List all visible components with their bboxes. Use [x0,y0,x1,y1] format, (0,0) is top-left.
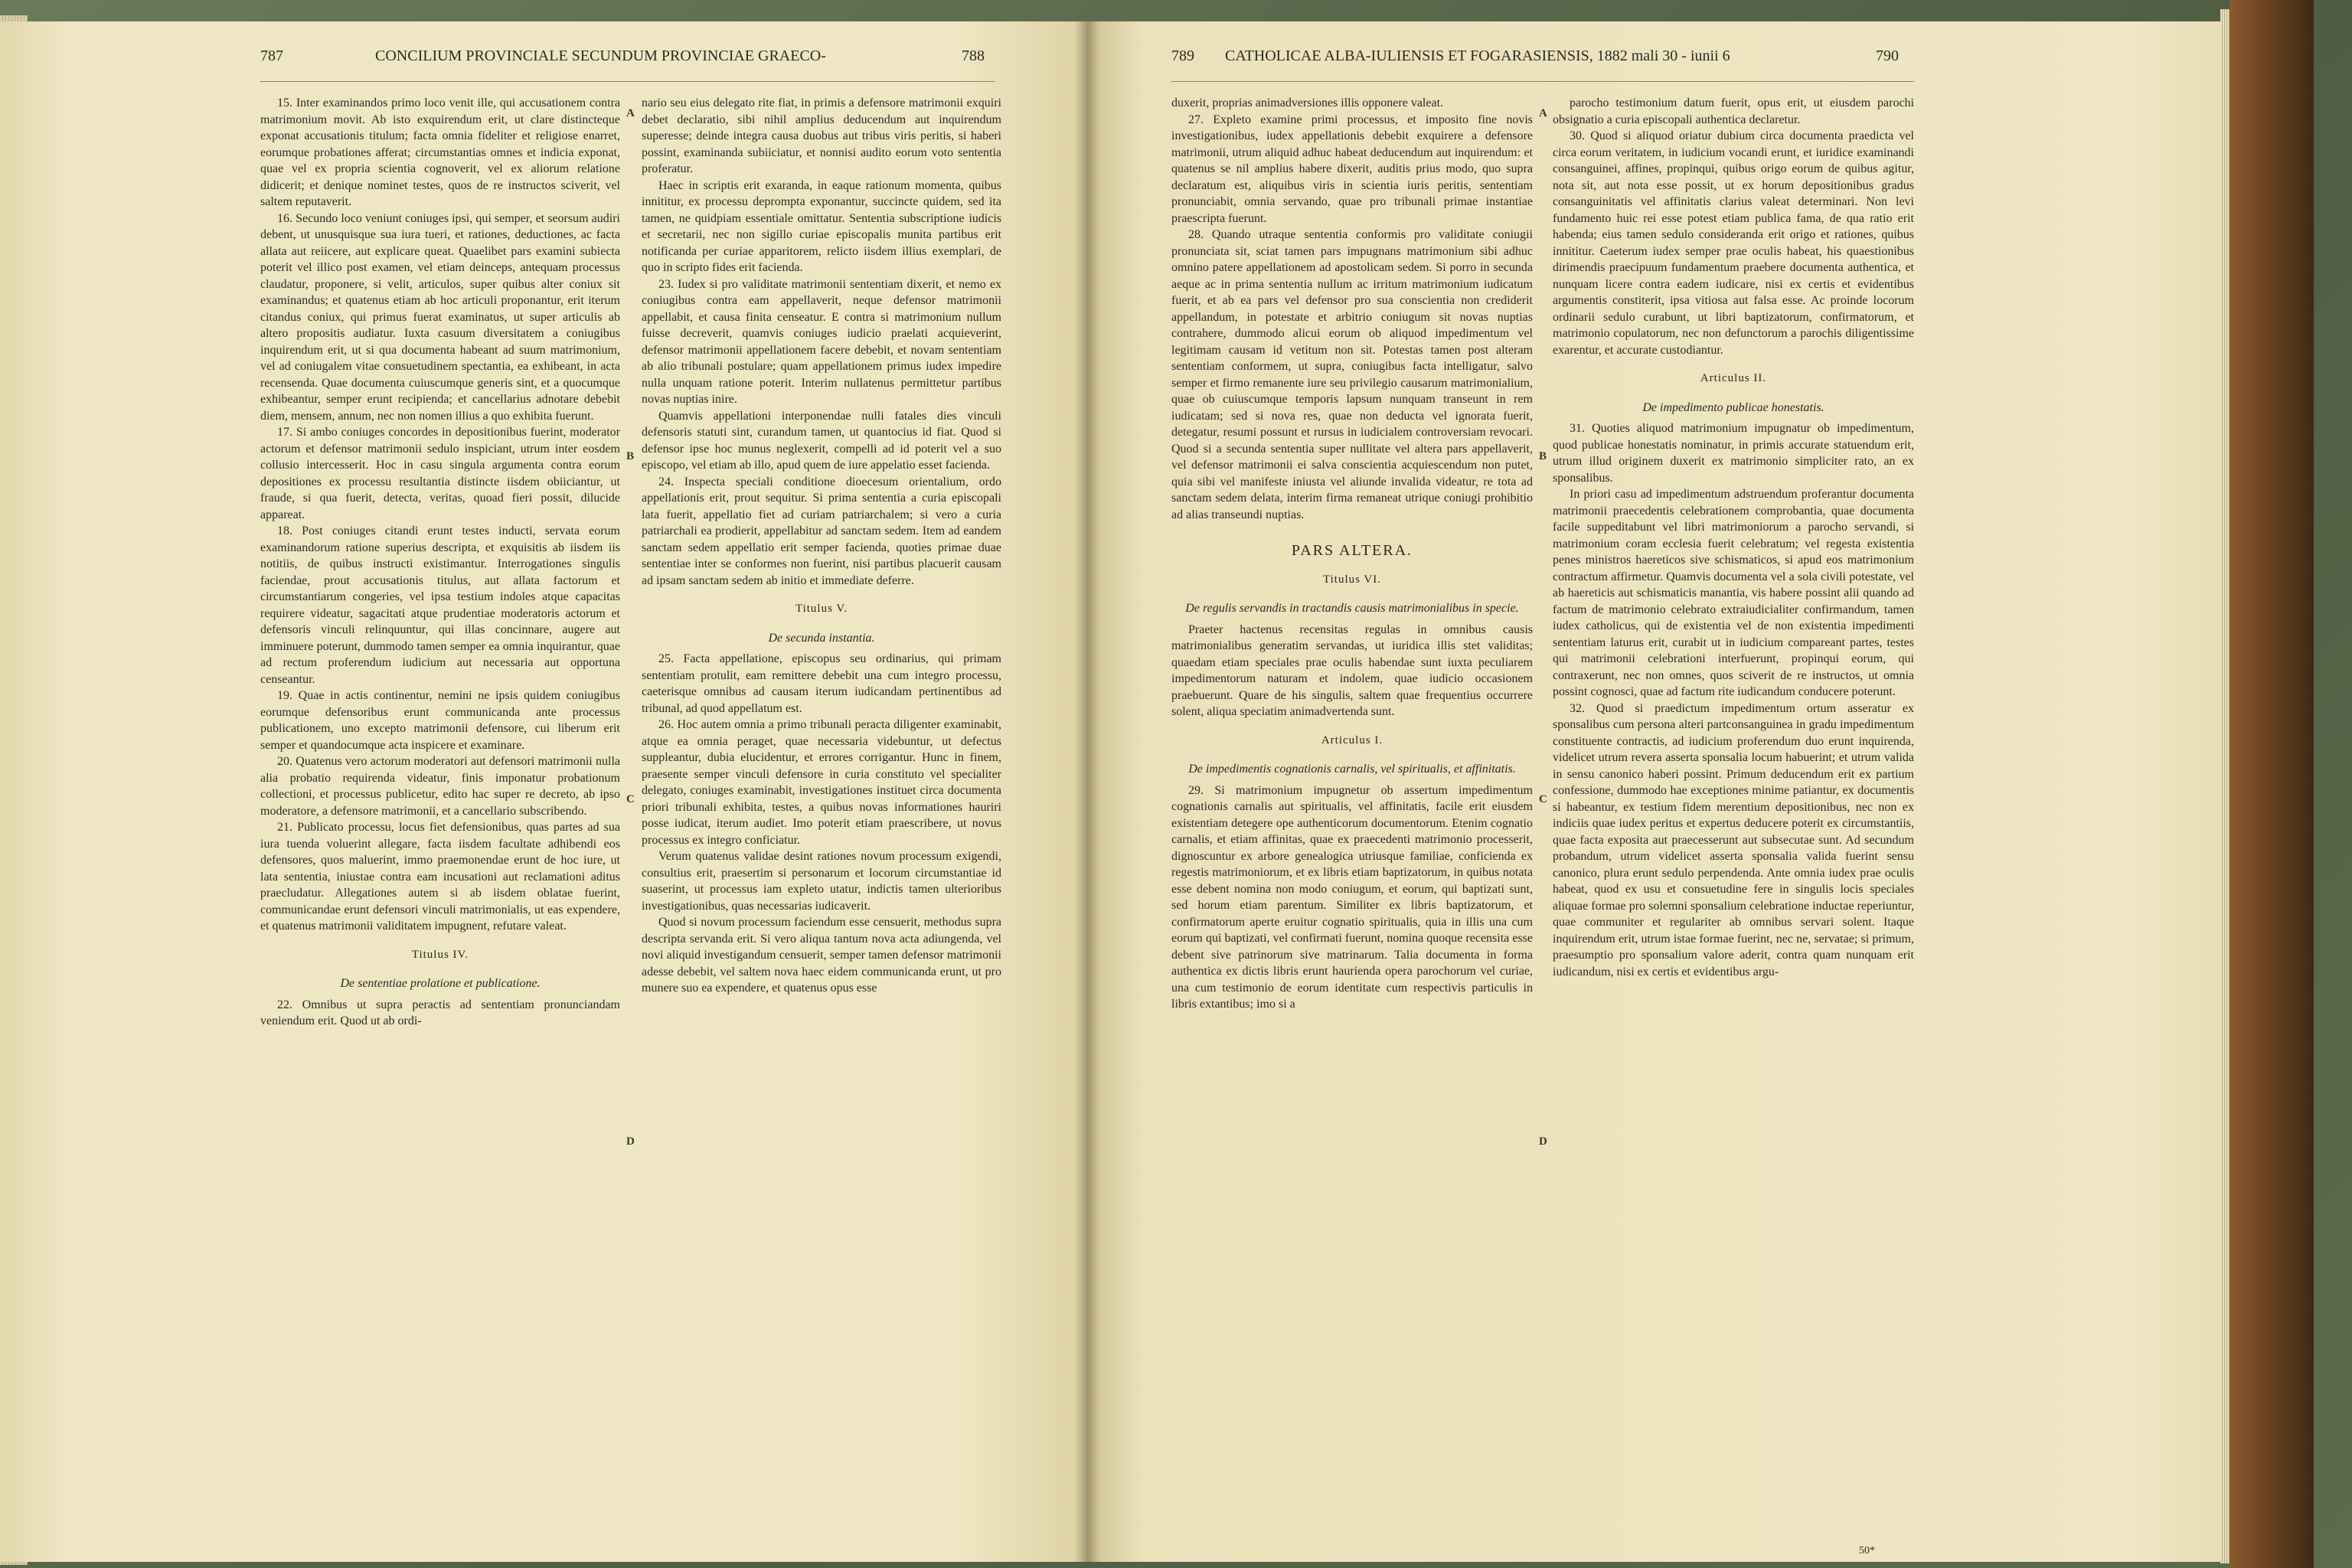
pars-altera-intro: Praeter hactenus recensitas regulas in omnibus causis matrimonialibus generatim servandas, ut iuridica illis stet validitas; quaedam etiam speciales prae oculis habendae sunt iuxta peculiarem impedimentorum naturam et indolem, quae iudicio occasionem praebuerunt. Quare de his singulis, saltem quae frequentius occurrere solent, aliqua speciatim animadvertenda sunt. [1171,622,1533,718]
paragraph: 18. Post coniuges citandi erunt testes inducti, servata eorum examinandorum ratione superius descripta, et exquisitis ab iisdem iis notitiis, de quibus instructi existimantur. Interrogationes singulis faciendae, prout accusationis titulus, aut allata factorum et circumstantiarum congeries, vel ipsa testium indoles atque capacitas requirere videatur, sagacitati atque prudentiae moderatoris actorum et defensoris vinculi relinquuntur, qui illas concinnare, augere aut imminuere poterunt, dummodo tamen semper ea omnia inquirantur, quae ad rectum proferendum iudicium aut necessaria aut opportuna censeantur. [260,524,620,686]
paragraph: 20. Quatenus vero actorum moderatori aut defensori matrimonii nulla alia probatio requirenda videatur, finis imponatur probationum collectioni, et processus publicetur, edito hac super re decreto, ab ipso moderatore, a defensore matrimonii, et a cancellario subscribendo. [260,755,620,818]
paragraph: Haec in scriptis erit exaranda, in eaque rationum momenta, quibus innititur, ex processu depromptа exponantur, succincte quidem, sed ita tamen, ne quidpiam essentiale omittatur. Sententia subscriptione iudicis et secretarii, nec non sigillo curiae episcopalis munita partibus erit notificanda per curiae apparitorem, relicto iisdem illius exemplari, de quo in scripto fides erit facienda. [642,178,1001,274]
paragraph: 30. Quod si aliquod oriatur dubium circa documenta praedicta vel circa eorum veritatem, in iudicium vocandi erunt, et iuridice examinandi consanguinei, affines, propinqui, quibus origo eorum de quibus agitur, nota sit, aut nota esse possit, ut ex horum depositionibus gradus consanguinitatis vel affinitatis clarius valeat determinari. Non levi fundamento huic rei esse potest etiam publica fama, de qua ratio erit habenda; eius tamen sedulo consideranda erit origo et rationes, quibus innititur. Caeterum iudex semper prae oculis habeat, his quaestionibus dirimendis praecipuum fundamentum praebere documenta authentica, et nunquam licere contra eadem iudicare, nisi ex certis et evidentibus argumentis constiterit, ipsa vitiosa aut falsa esse. Ac proinde locorum ordinarii sedulo curabunt, ut libri baptizatorum, confirmatorum, et matrimonio copulatorum, nec non defunctorum a parochis diligentissime exarentur, et accurate custodiantur. [1553,129,1914,357]
titulus-v-heading: Titulus V. [795,603,848,615]
header-rule-left [260,81,995,82]
header-rule-right [1171,81,1914,82]
running-title-left: CONCILIUM PROVINCIALE SECUNDUM PROVINCIAE GRAECO- [375,47,826,64]
paragraph: 15. Inter examinandos primo loco venit ille, qui accusationem contra matrimonium movit. Ab isto exquirendum erit, ut clare distincteque exponat accusationis titulum; facta omnia fideliter et religiose enarret, eorumque probationes afferat; circumstantias omnes et indicia exponat, quae vel ex propria scientia cognoverit, vel ex aliorum relatione didicerit; et denique nominet testes, quos de re instructos sciverit, vel saltem reputaverit. [260,96,620,208]
margin-marker-b: B [626,450,635,462]
paragraph: 16. Secundo loco veniunt coniuges ipsi, qui semper, et seorsum audiri debent, ut unusquisque sua iura tueri, et rationes, deductiones, ac facta allata aut reiicere, aut explicare queat. Quaelibet pars examini subiecta poterit vel illico post examen, vel etiam deinceps, antequam processus claudatur, proponere, si velit, articulos, super quibus alter coniux sit examinandus; et quatenus etiam ab hoc articuli proponantur, erit iterum citandus coniux, qui primus fuerat examinatus, ut super articulis ab altero propositis audiatur. Iuxta casuum diversitatem a coniugibus inquirendum erit, ut si qua documenta habeant ad suum matrimonium, vel ad coniugalem vitae consuetudinem spectantia, ea exhibeant, in acta recensenda. Quae documenta cuiuscumque generis sint, et a quocumque exhibeantur, semper erunt recipienda; et cancellarius adnotare debebit diem, mensem, annum, nec non nomen illius a quo exhibita fuerunt. [260,211,620,423]
paragraph: In priori casu ad impedimentum adstruendum proferantur documenta matrimonii praecedentis celebrationem comprobantia, quae documenta facile suppeditabunt vel libri matrimoniorum a parocho servandi, si matrimonium coram ecclesia fuerit celebratum; vel regesta existentia penes ministros haereticos sive schismaticos, si apud eos matrimonium contractum affirmetur. Quamvis documenta vel a sola civili potestate, vel ab haereticis aut schismaticis manantia, vis habere possint alii quando ad factum de matrimonio celebrato extraiudicialiter confirmandum, tamen iudex catholicus, qui de existentia vel de non existentia impedimenti sententiam laturus erit, curabit ut in iudicium comparеant partes, testes qui matrimonii celebrationi interfuerunt, propinqui eorum, qui contraxerunt, nec non omnes, quos sciverit de re instructos, ut omnia possint cognosci, quae ad factum rite iudicandum conducere poterunt. [1553,488,1914,698]
titulus-vi-subtitle: De regulis servandis in tractandis causis matrimonialibus in specie. [1185,602,1519,615]
page-number-788: 788 [962,47,985,64]
paragraph: 27. Expleto examine primi processus, et impositо fine novis investigationibus, iudex appellationis debebit exquirere a defensore matrimonii, utrum aliquid adhuc habeat deducendum aut inquirendum: et quatenus se nil amplius habere dixerit, auditis prius modo, quo supra declaratum est, aliquibus viris in scientia iuris peritis, sententiam pronunciabit, omnia servando, quae pro tribunali primae instantiae praescripta fuerunt. [1171,113,1533,225]
paragraph: 17. Si ambo coniuges concordes in depositionibus fuerint, moderator actorum et defensor matrimonii sedulo inspiciant, utrum inter eosdem collusio intercesserit. Hoc in casu singula argumenta contra eorum depositiones ex processu resultantia distincte iisdem obiiciantur, ut fraude, si qua fuerit, detecta, veritas, quoad fieri possit, dilucide appareat. [260,426,620,521]
signature-mark: 50* [1859,1545,1875,1557]
paragraph: 25. Facta appellatione, episcopus seu ordinarius, qui primam sententiam protulit, eam remittere debebit una cum integro processu, caeterisque omnibus ad causam iterum iudicandam pertinentibus ad tribunal, ad quod appellatum est. [642,652,1001,715]
book-spine-shadow [1075,21,1099,1562]
paragraph: nario seu eius delegato rite fiat, in primis a defensore matrimonii exquiri debet declaratio, sibi nihil amplius deducendum aut inquirendum superesse; deinde integra causa duobus aut tribus viris peritis, si haberi possint, examinanda subiiciatur, et nonnisi audito eorum voto sententia proferatur. [642,96,1001,175]
paragraph: 23. Iudex si pro validitate matrimonii sententiam dixerit, et nemo ex coniugibus contra eam appellaverit, neque defensor matrimonii appellabit, et causa finita censeatur. E contra si matrimonium nullum fuisse decreverit, quamvis coniuges iudicio praelati acquieverint, defensor matrimonii appellationem facere debebit, et novam sententiam ab alio tribunali postulare; quam appellationem primus iudex impedire nulla unquam ratione poterit. Interim nullatenus permittetur partibus novas nuptias inire. [642,277,1001,406]
right-page [1087,21,2230,1562]
paragraph: 21. Publicato processu, locus fiet defensionibus, quas partes ad sua iura tuenda voluerint allegare, facta iisdem facultate adhibendi eos defensores, quos maluerint, immo praemonendae erunt de hoc iure, ut lata sententia, iniustae contra eam incusationi aut reclamationi aditus praecludatur. Allegationes autem si ab iisdem oblatae fuerint, communicandae erunt defensori vinculi matrimonialis, ut eas expendere, et quatenus matrimonii validitatem impugnent, refutare valeat. [260,821,620,933]
titulus-v-subtitle: De secunda instantia. [768,631,875,645]
paragraph: 32. Quod si praedictum impedimentum ortum asseratur ex sponsalibus cum persona alteri partconsanguinea in gradu impedimentum constituente contractis, ad iudicium proferendum duo erunt inquirenda, videlicet utrum revera asserta sponsalia locum habuerint; et utrum valida in sensu canonico haberi possint. Primum deducendum erit ex partium confessione, dummodo hae exceptiones minime patiantur, ex documentis si habeantur, ex testium fidem merentium depositionibus, nec non ex indiciis quae iudex peritus et expertus deducere poterit ex circumstantiis, quae facta exposita aut praecesserunt aut subsecutae sunt. Ad secundum probandum, utrum videlicet asserta sponsalia valida fuerint sensu canonico, plura erunt sedulo perpendenda. Ante omnia iudex prae oculis habeat, quod ex usu et consuetudine fere in singulis locis speciales aliquae formae pro solemni sponsalium celebratione inductae reperiuntur, quae communiter et regulariter ab omnibus servari solent. Itaque inquirendum erit, utrum istae formae fuerint, nec ne, servatae; si primum, praesumptio pro sponsalium valore aderit, contra quam nunquam erit iudicandum, nisi ex certis et evidentibus argu- [1553,701,1914,978]
paragraph: 19. Quae in actis continentur, nemini ne ipsis quidem coniugibus eorumque defensoribus erunt communicanda ante processus publicationem, uno excepto matrimonii defensore, cui liberum erit semper et quandocumque acta inspicere et examinare. [260,689,620,752]
paragraph-29: 29. Si matrimonium impugnetur ob assertum impedimentum cognationis carnalis aut spiritualis, vel affinitatis, facile erit eiusdem existentiam detegere ope authenticorum documentorum. Etenim cognatio carnalis, et etiam affinitas, quae ex praecedenti matrimonio processerit, dignoscuntur ex arbore genealogica utriusque familiae, conficienda ex regestis matrimoniorum, et ex libris etiam baptizatorum, in quibus notata esse debent nomina non modo coniugum, et eorum, qui baptizati sunt, sed horum etiam parentum. Similiter ex libris baptizatorum, et confirmatorum aperte eruitur cognatio spiritualis, quia in illis una cum eorum qui baptizati, vel confirmati fuerunt, nomina quoque recensita esse debent sive patrinorum sive matrinarum. Talia documenta in forma authentica ex dictis libris erunt haurienda opera parochorum vel curiae, una cum testimonio de eorum identitate cum respectivis particulis in libris extantibus; imo si a [1171,783,1533,1011]
left-page-header [0,47,1087,78]
articulus-i-heading: Articulus I. [1321,733,1383,746]
margin-marker-d: D [626,1135,635,1148]
articulus-ii-heading: Articulus II. [1700,372,1767,384]
paragraph: 26. Hoc autem omnia a primo tribunali peracta diligenter examinabit, atque ea omnia peraget, quae necessaria videbuntur, ut defectus suppleantur, dubia elucidentur, et errores corrigantur. Hunc in finem, praesente semper vinculi defensore in curia constituto vel specialiter delegato, coniuges examinabit, investigationes instituet circa documenta priori tribunali exhibita, testes, a quibus novas informationes hauriri posse iudicat, iterum audiet. Imo poterit etiam praescribere, ut novus processus ex integro conficiatur. [642,718,1001,847]
paragraph: Quod si novum processum faciendum esse censuerit, methodus supra descripta servanda erit. Si vero aliqua tantum nova acta adiungenda, vel novi aliquid investigandum censuerit, semper tamen defensor matrimonii adesse debebit, vel saltem nova haec eidem communicanda erunt, ut pro munere suo ea expendere, et quatenus opus esse [642,916,1001,995]
paragraph-22: 22. Omnibus ut supra peractis ad sententiam pronunciandam veniendum erit. Quod ut ab ordi- [260,998,620,1027]
right-page-column-1 [1171,95,1533,1013]
page-number-787: 787 [260,47,283,64]
right-page-header [1087,47,2230,78]
margin-marker-c-right: C [1539,793,1547,805]
paragraph: 28. Quando utraque sententia conformis pro validitate coniugii pronunciata sit, sciat tamen pars impugnans matrimonium sibi adhuc omnino patere appellationem ad apostolicam sedem. Si porro in secunda aeque ac in prima sententia nullum ac irritum matrimonium iudicatum fuerit, et ab ea pars vel defensor pro sua conscientia non crediderit appellandum, in potestate et arbitrio coniugum sit novas nuptias contrahere, dummodo alicui eorum ob aliquod impedimentum vel legitimam causam id vetitum non sit. Potestas tamen post alteram sententiam conformem, ut supra, coniugibus facta intelligatur, salvo semper et firmo remanente iure seu privilegio causarum matrimonialium, quae ob cuiuscumque temporis lapsum nunquam transeunt in rem iudicatam; sed si nova res, quae non deducta vel ignorata fuerit, detegatur, resumi possunt et rursus in iudicialem controversiam revocari. Quod si a secunda sententia super nullitate vel altera pars appellaverit, vel defensor matrimonii ei salva conscientia acquiescendum non putet, quia sibi vel manifeste iniusta vel aliunde invalida videatur, re tota ad sanctam sedem delata, interim firma remaneat utrique coniugi prohibitio ad alias transeundi nuptias. [1171,228,1533,521]
margin-marker-a-right: A [1539,107,1547,119]
page-number-790: 790 [1876,47,1899,64]
right-page-column-2 [1553,95,1914,980]
pars-altera-heading: PARS ALTERA. [1291,542,1413,559]
articulus-i-subtitle: De impedimentis cognationis carnalis, vel spiritualis, et affinitatis. [1188,763,1516,776]
paragraph: Quamvis appellationi interponendae nulli fatales dies vinculi defensoris statuti sint, curandum tamen, ut quantocius id fiat. Quod si defensor ipse hoc munus neglexerit, compelli ad id poterit vel a suo episcopo, vel etiam ab illo, apud quem de iure appelatio esset facienda. [642,409,1001,472]
margin-marker-b-right: B [1539,450,1547,462]
left-page [0,21,1087,1562]
paragraph: Verum quatenus validae desint rationes novum processum exigendi, consultius erit, praesertim si personarum et locorum circumstantiae id suaserint, ut processus iam expleto utatur, indictis tamen ulterioribus investigationibus, quas necessarias iudicaverit. [642,850,1001,913]
left-page-column-2 [642,95,1001,997]
titulus-vi-heading: Titulus VI. [1322,573,1382,586]
titulus-iv-subtitle: De sententiae prolatione et publicatione. [340,977,541,990]
paragraph: duxerit, proprias animadversiones illis opponere valeat. [1171,96,1444,109]
paragraph: parocho testimonium datum fuerit, opus erit, ut eiusdem parochi obsignatio a curia episcopali authentica declaretur. [1553,96,1914,126]
page-number-789: 789 [1171,47,1194,64]
left-page-column-1 [260,95,620,1030]
paragraph: 31. Quoties aliquod matrimonium impugnatur ob impedimentum, quod publicae honestatis nominatur, in primis accurate statuendum erit, utrum illud originem duxerit ex matrimonio simpliciter rato, an ex sponsalibus. [1553,422,1914,485]
book-cover [2230,0,2314,1568]
margin-marker-c: C [626,793,635,805]
articulus-ii-subtitle: De impedimento publicae honestatis. [1642,400,1824,414]
paragraph: 24. Inspecta speciali conditione dioecesum orientalium, ordo appellationis erit, prout sequitur. Si prima sententia a curia episcopali lata fuerit, appellatio fiet ad curiam patriarchalem; si vero a curia patriarchali ea prodierit, appellabitur ad sanctam sedem. Item ad eandem sanctam sedem appellatio erit semper facienda, quoties primae duae sententiae inter se conformes non fuerint, nisi partibus placuerit causam ad ipsam sanctam sedem ab initio et immediate deferre. [642,475,1001,587]
titulus-iv-heading: Titulus IV. [411,948,469,961]
margin-marker-d-right: D [1539,1135,1547,1148]
margin-marker-a: A [626,107,635,119]
running-title-right: CATHOLICAE ALBA-IULIENSIS ET FOGARASIENSIS, 1882 mali 30 - iunii 6 [1225,47,1730,64]
